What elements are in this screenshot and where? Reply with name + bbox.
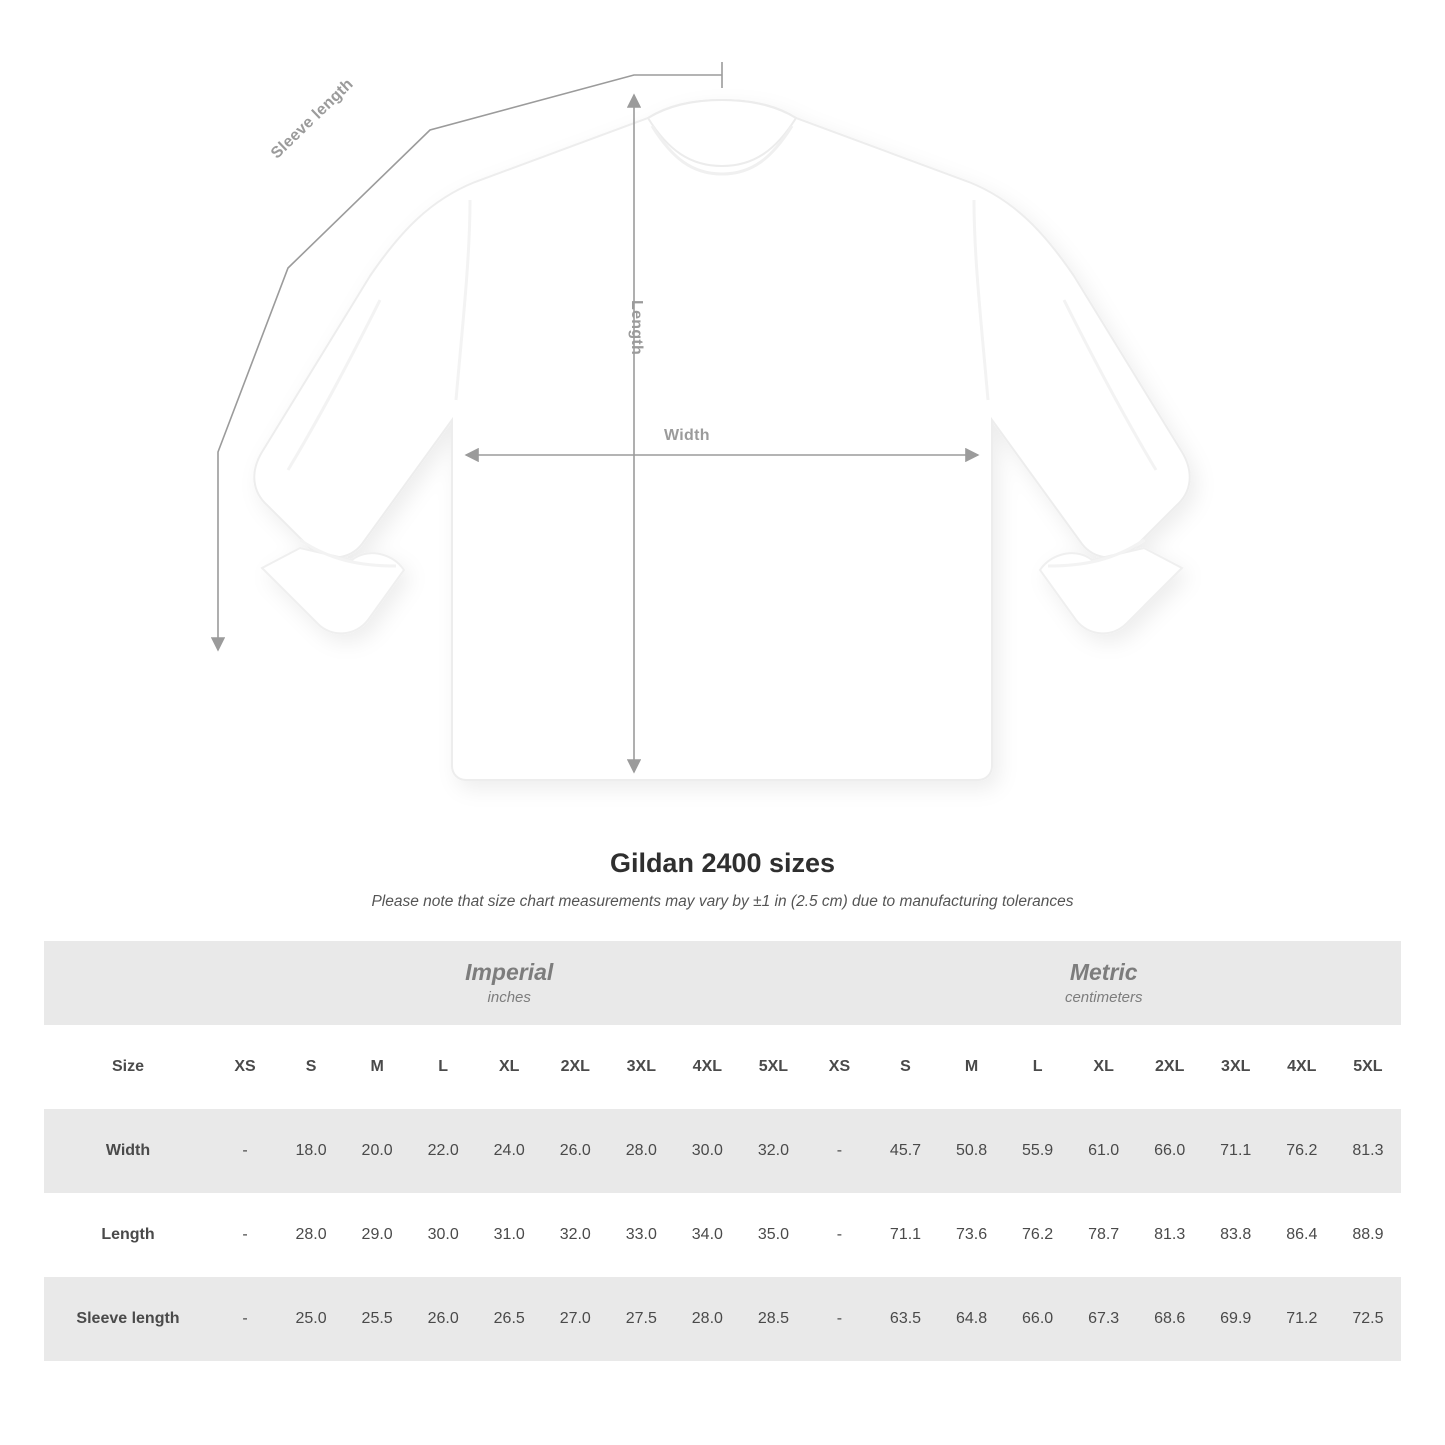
sleeve-length-label: Sleeve length (268, 75, 357, 163)
unit-header-metric (806, 941, 1401, 1025)
cell-sleeve-3xl-cm: 69.9 (1203, 1277, 1269, 1361)
table-row-length (44, 1193, 1401, 1277)
cell-width-5xl-cm: 81.3 (1335, 1109, 1401, 1193)
column-header-size-5xl-imperial: 5XL (740, 1025, 806, 1109)
cell-sleeve-2xl-in: 27.0 (542, 1277, 608, 1361)
cell-length-l-cm: 76.2 (1005, 1193, 1071, 1277)
cell-sleeve-3xl-in: 27.5 (608, 1277, 674, 1361)
cell-length-l-in: 30.0 (410, 1193, 476, 1277)
column-header-size-xl-metric: XL (1071, 1025, 1137, 1109)
cell-sleeve-4xl-cm: 71.2 (1269, 1277, 1335, 1361)
cell-length-xs-cm: - (806, 1193, 872, 1277)
column-header-size-s-metric: S (872, 1025, 938, 1109)
cell-sleeve-5xl-cm: 72.5 (1335, 1277, 1401, 1361)
column-header-size-m-imperial: M (344, 1025, 410, 1109)
cell-width-m-cm: 50.8 (939, 1109, 1005, 1193)
cell-width-xl-cm: 61.0 (1071, 1109, 1137, 1193)
column-header-size-m-metric: M (939, 1025, 1005, 1109)
cell-length-4xl-in: 34.0 (674, 1193, 740, 1277)
cell-width-2xl-cm: 66.0 (1137, 1109, 1203, 1193)
column-header-size-2xl-metric: 2XL (1137, 1025, 1203, 1109)
column-header-size-xs-metric: XS (806, 1025, 872, 1109)
cell-width-3xl-cm: 71.1 (1203, 1109, 1269, 1193)
cell-length-xl-cm: 78.7 (1071, 1193, 1137, 1277)
row-label-sleeve-length: Sleeve length (44, 1277, 212, 1361)
cell-sleeve-l-cm: 66.0 (1005, 1277, 1071, 1361)
cell-sleeve-2xl-cm: 68.6 (1137, 1277, 1203, 1361)
column-header-size-5xl-metric: 5XL (1335, 1025, 1401, 1109)
column-header-size-xl-imperial: XL (476, 1025, 542, 1109)
cell-width-3xl-in: 28.0 (608, 1109, 674, 1193)
column-header-size-4xl-metric: 4XL (1269, 1025, 1335, 1109)
cell-length-xs-in: - (212, 1193, 278, 1277)
cell-sleeve-m-in: 25.5 (344, 1277, 410, 1361)
cell-length-5xl-cm: 88.9 (1335, 1193, 1401, 1277)
cell-length-2xl-in: 32.0 (542, 1193, 608, 1277)
metric-label: Metric (1069, 959, 1138, 986)
size-table (44, 941, 1401, 1361)
tolerance-note: Please note that size chart measurements may vary by ±1 in (2.5 cm) due to manufacturing tolerances (371, 893, 1074, 910)
imperial-sub-label: inches (487, 988, 531, 1006)
unit-header-imperial (212, 941, 806, 1025)
cell-length-4xl-cm: 86.4 (1269, 1193, 1335, 1277)
cell-length-2xl-cm: 81.3 (1137, 1193, 1203, 1277)
column-header-size-2xl-imperial: 2XL (542, 1025, 608, 1109)
cell-sleeve-xl-cm: 67.3 (1071, 1277, 1137, 1361)
column-header-size-s-imperial: S (278, 1025, 344, 1109)
cell-sleeve-s-in: 25.0 (278, 1277, 344, 1361)
size-table-wrapper (0, 941, 1445, 1361)
unit-header-empty (44, 941, 212, 1025)
column-header-size-4xl-imperial: 4XL (674, 1025, 740, 1109)
column-header-size-3xl-metric: 3XL (1203, 1025, 1269, 1109)
cell-width-4xl-cm: 76.2 (1269, 1109, 1335, 1193)
cell-sleeve-4xl-in: 28.0 (674, 1277, 740, 1361)
cell-width-m-in: 20.0 (344, 1109, 410, 1193)
cell-width-xs-cm: - (806, 1109, 872, 1193)
cell-length-s-cm: 71.1 (872, 1193, 938, 1277)
cell-sleeve-xs-cm: - (806, 1277, 872, 1361)
shirt-shape (254, 100, 1189, 780)
cell-length-s-in: 28.0 (278, 1193, 344, 1277)
imperial-label: Imperial (465, 959, 554, 986)
cell-width-l-in: 22.0 (410, 1109, 476, 1193)
cell-width-4xl-in: 30.0 (674, 1109, 740, 1193)
title-block (0, 848, 1445, 911)
column-header-size: Size (44, 1025, 212, 1109)
cell-sleeve-l-in: 26.0 (410, 1277, 476, 1361)
column-header-size-3xl-imperial: 3XL (608, 1025, 674, 1109)
cell-length-xl-in: 31.0 (476, 1193, 542, 1277)
unit-header-row (44, 941, 1401, 1025)
size-header-row (44, 1025, 1401, 1109)
table-row-sleeve-length (44, 1277, 1401, 1361)
cell-sleeve-s-cm: 63.5 (872, 1277, 938, 1361)
cell-length-m-cm: 73.6 (939, 1193, 1005, 1277)
table-row-width (44, 1109, 1401, 1193)
cell-width-s-in: 18.0 (278, 1109, 344, 1193)
row-label-length: Length (44, 1193, 212, 1277)
column-header-size-l-imperial: L (410, 1025, 476, 1109)
cell-width-xs-in: - (212, 1109, 278, 1193)
row-label-width: Width (44, 1109, 212, 1193)
cell-length-3xl-in: 33.0 (608, 1193, 674, 1277)
width-label: Width (664, 427, 710, 444)
metric-sub-label: centimeters (1064, 988, 1143, 1006)
page-title: Gildan 2400 sizes (609, 848, 836, 878)
cell-sleeve-m-cm: 64.8 (939, 1277, 1005, 1361)
cell-length-m-in: 29.0 (344, 1193, 410, 1277)
column-header-size-l-metric: L (1005, 1025, 1071, 1109)
length-label: Length (628, 300, 645, 356)
cell-width-l-cm: 55.9 (1005, 1109, 1071, 1193)
cell-length-5xl-in: 35.0 (740, 1193, 806, 1277)
cell-length-3xl-cm: 83.8 (1203, 1193, 1269, 1277)
cell-width-2xl-in: 26.0 (542, 1109, 608, 1193)
column-header-size-xs-imperial: XS (212, 1025, 278, 1109)
cell-width-s-cm: 45.7 (872, 1109, 938, 1193)
cell-sleeve-5xl-in: 28.5 (740, 1277, 806, 1361)
cell-sleeve-xl-in: 26.5 (476, 1277, 542, 1361)
cell-sleeve-xs-in: - (212, 1277, 278, 1361)
cell-width-5xl-in: 32.0 (740, 1109, 806, 1193)
cell-width-xl-in: 24.0 (476, 1109, 542, 1193)
